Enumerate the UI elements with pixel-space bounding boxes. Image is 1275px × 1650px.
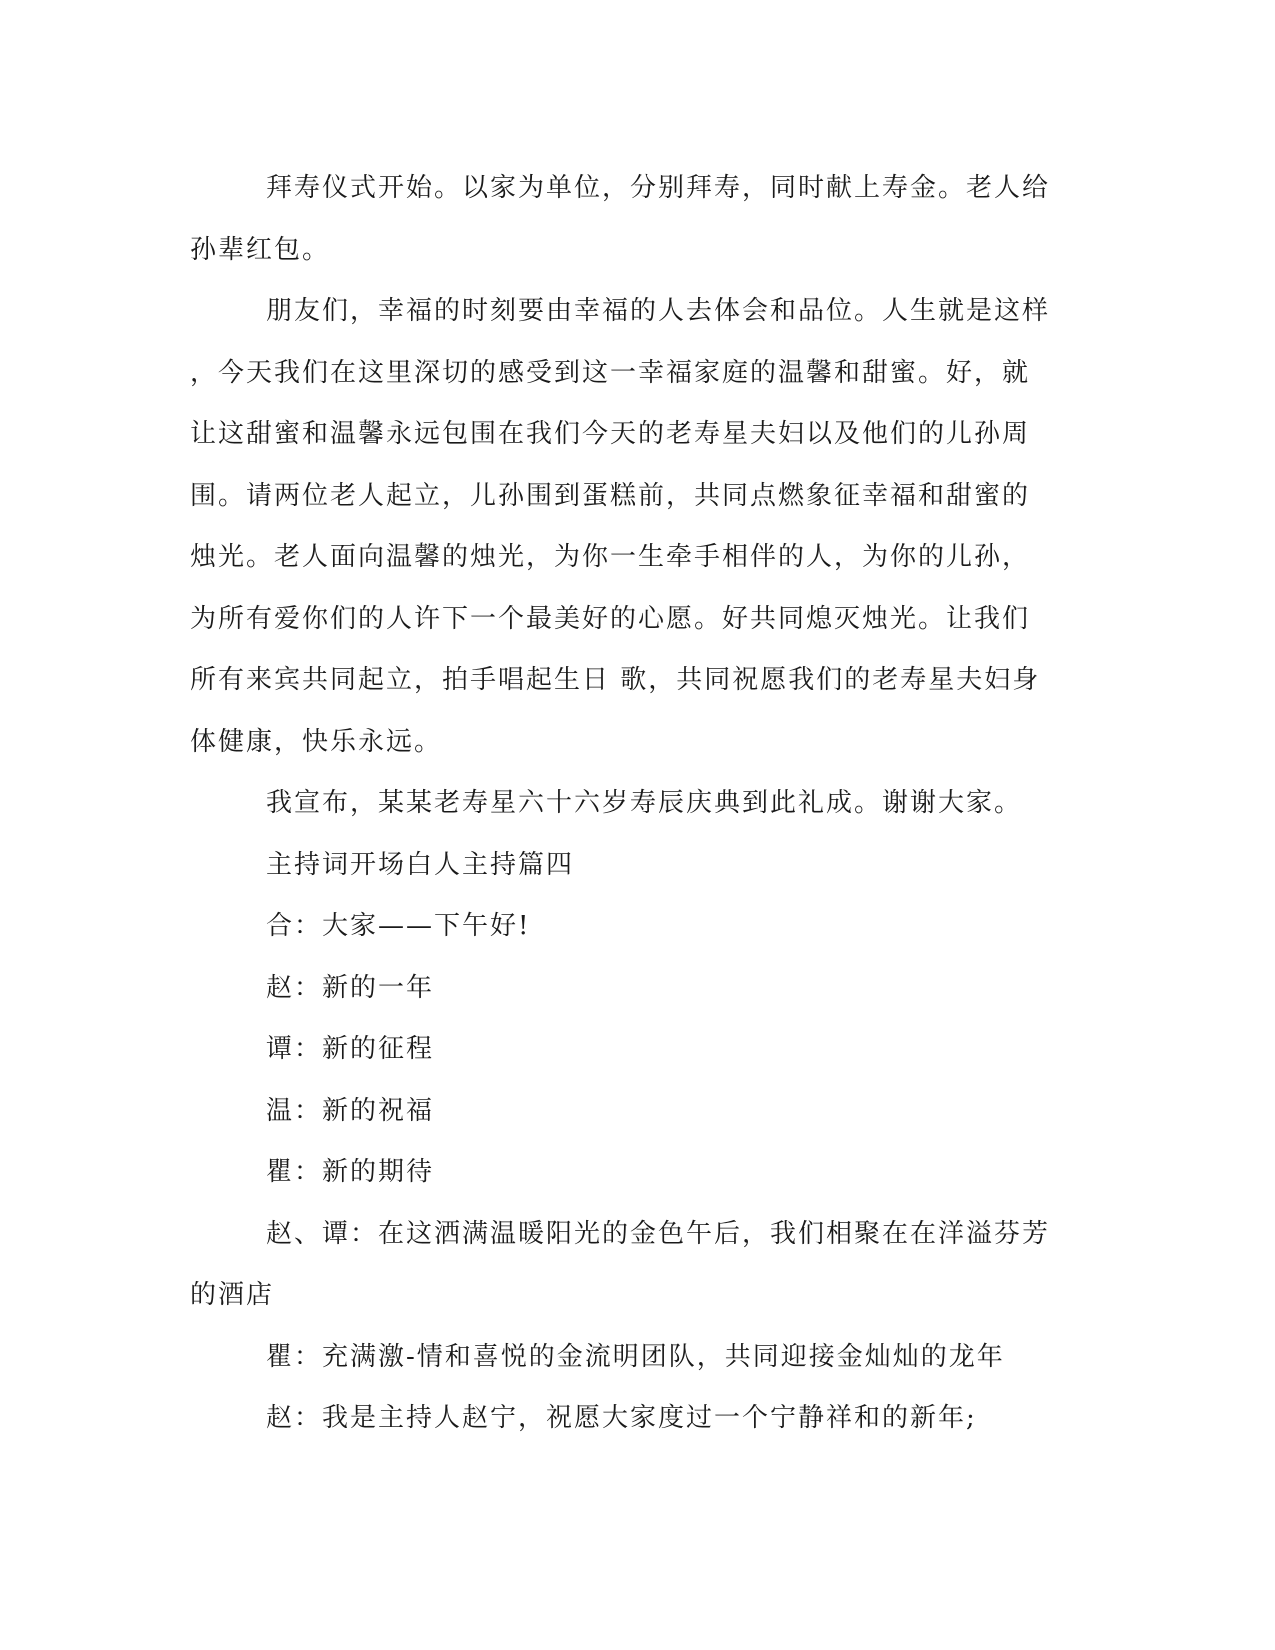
text-line: 烛光。老人面向温馨的烛光，为你一生牵手相伴的人，为你的儿孙， (190, 542, 1031, 572)
text-line: 围。请两位老人起立，儿孙围到蛋糕前，共同点燃象征幸福和甜蜜的 (190, 480, 1031, 511)
document-body (190, 158, 1080, 1450)
text-line: 赵：新的一年 (266, 972, 435, 1003)
text-line: 谭：新的征程 (266, 1034, 435, 1064)
section-heading: 主持词开场白人主持篇四 (266, 849, 575, 880)
text-line: 为所有爱你们的人许下一个最美好的心愿。好共同熄灭烛光。让我们 (190, 603, 1031, 634)
text-line: 让这甜蜜和温馨永远包围在我们今天的老寿星夫妇以及他们的儿孙周 (190, 419, 1031, 449)
text-line: ，今天我们在这里深切的感受到这一幸福家庭的温馨和甜蜜。好，就 (190, 357, 1031, 388)
text-line: 的酒店 (190, 1280, 275, 1310)
text-line: 合：大家——下午好! (266, 911, 531, 941)
text-line: 我宣布，某某老寿星六十六岁寿辰庆典到此礼成。谢谢大家。 (266, 788, 1023, 818)
text-line: 瞿：充满激-情和喜悦的金流明团队，共同迎接金灿灿的龙年 (266, 1341, 1005, 1372)
text-line: 瞿：新的期待 (266, 1157, 435, 1187)
text-line: 拜寿仪式开始。以家为单位，分别拜寿，同时献上寿金。老人给 (266, 173, 1051, 203)
text-line: 赵：我是主持人赵宁，祝愿大家度过一个宁静祥和的新年; (266, 1403, 977, 1433)
text-line: 所有来宾共同起立，拍手唱起生日 歌，共同祝愿我们的老寿星夫妇身 (190, 665, 1041, 695)
text-line: 朋友们，幸福的时刻要由幸福的人去体会和品位。人生就是这样 (266, 296, 1051, 326)
text-line: 赵、谭：在这洒满温暖阳光的金色午后，我们相聚在在洋溢芬芳 (266, 1218, 1051, 1249)
text-line: 孙辈红包。 (190, 234, 331, 265)
text-line: 温：新的祝福 (266, 1095, 435, 1126)
text-line: 体健康，快乐永远。 (190, 726, 443, 757)
